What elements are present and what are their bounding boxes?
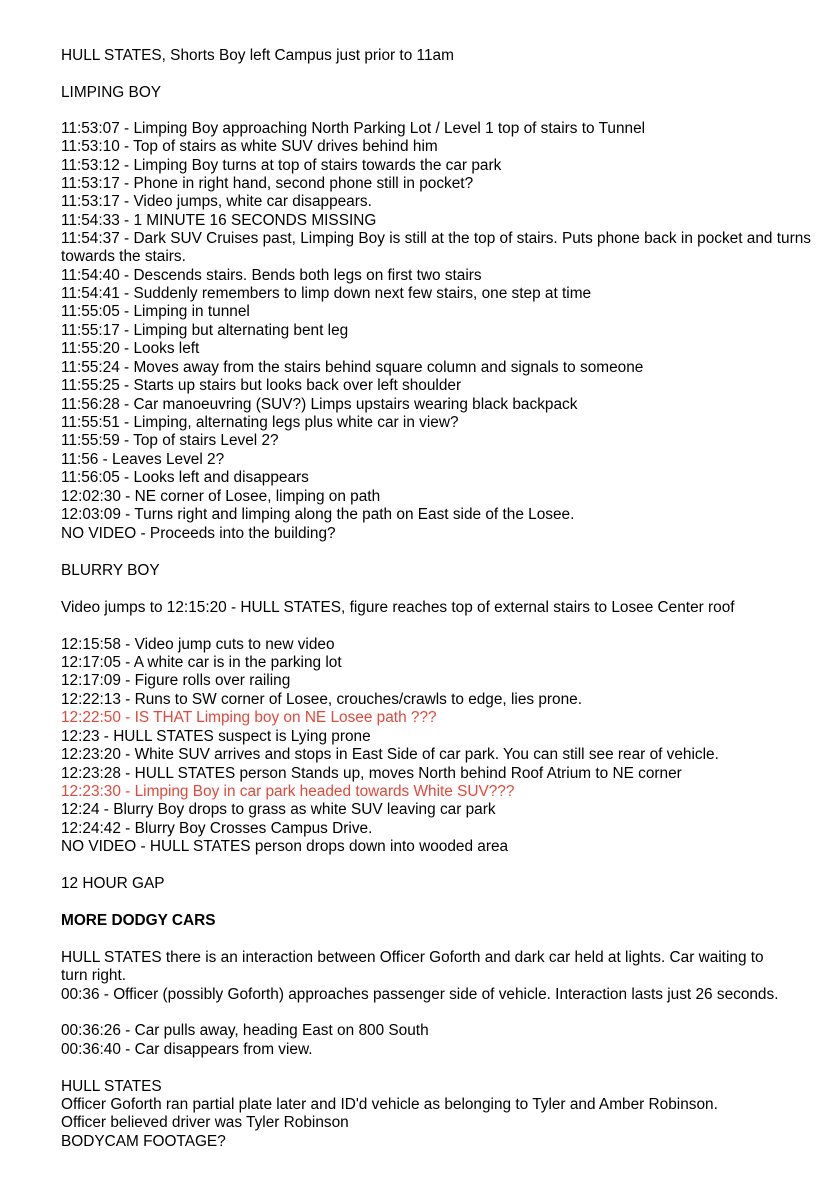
log-line: 12:15:58 - Video jump cuts to new video <box>61 636 335 653</box>
log-line: 12:22:13 - Runs to SW corner of Losee, crouches/crawls to edge, lies prone. <box>61 691 582 708</box>
cars-heading: MORE DODGY CARS <box>61 912 216 929</box>
log-line: 00:36:40 - Car disappears from view. <box>61 1041 313 1058</box>
log-line: 11:56:28 - Car manoeuvring (SUV?) Limps upstairs wearing black backpack <box>61 396 578 413</box>
blurry-heading: BLURRY BOY <box>61 562 160 579</box>
log-line: 12:24:42 - Blurry Boy Crosses Campus Drive. <box>61 820 373 837</box>
log-line: 11:56 - Leaves Level 2? <box>61 451 225 468</box>
log-line: 12:23:20 - White SUV arrives and stops in East Side of car park. You can still see rear of vehicle. <box>61 746 719 763</box>
closing-heading: HULL STATES <box>61 1078 162 1095</box>
log-line: 00:36 - Officer (possibly Goforth) approaches passenger side of vehicle. Interaction lasts just 26 seconds. <box>61 986 779 1003</box>
log-line: 12:23:28 - HULL STATES person Stands up, moves North behind Roof Atrium to NE corner <box>61 765 682 782</box>
log-line: NO VIDEO - Proceeds into the building? <box>61 525 336 542</box>
log-line: 11:55:20 - Looks left <box>61 340 200 357</box>
log-line: 11:55:24 - Moves away from the stairs behind square column and signals to someone <box>61 359 644 376</box>
log-line: NO VIDEO - HULL STATES person drops down into wooded area <box>61 838 509 855</box>
log-line: 11:53:17 - Phone in right hand, second phone still in pocket? <box>61 175 474 192</box>
log-line: HULL STATES there is an interaction between Officer Goforth and dark car held at lights. Car waiting to turn right. <box>61 949 764 985</box>
log-line: 12:17:09 - Figure rolls over railing <box>61 672 291 689</box>
log-line: 11:54:33 - 1 MINUTE 16 SECONDS MISSING <box>61 212 377 229</box>
log-line: 11:56:05 - Looks left and disappears <box>61 469 309 486</box>
log-line: 11:55:51 - Limping, alternating legs plus white car in view? <box>61 414 459 431</box>
log-line: 11:54:37 - Dark SUV Cruises past, Limping Boy is still at the top of stairs. Puts phone back in pocket and turns towards the stairs. <box>61 230 811 266</box>
log-line: 11:55:05 - Limping in tunnel <box>61 303 250 320</box>
log-line: 11:54:40 - Descends stairs. Bends both legs on first two stairs <box>61 267 482 284</box>
log-line-highlighted: 12:22:50 - IS THAT Limping boy on NE Losee path ??? <box>61 709 437 726</box>
intro-line: HULL STATES, Shorts Boy left Campus just prior to 11am <box>61 47 454 64</box>
log-line: 12:17:05 - A white car is in the parking lot <box>61 654 342 671</box>
log-line: 12:02:30 - NE corner of Losee, limping on path <box>61 488 381 505</box>
limping-heading: LIMPING BOY <box>61 84 162 101</box>
log-line: 11:54:41 - Suddenly remembers to limp down next few stairs, one step at time <box>61 285 592 302</box>
log-line: Officer Goforth ran partial plate later and ID'd vehicle as belonging to Tyler and Amber Robinson. Officer believed driver was Tyler Robinson <box>61 1096 718 1132</box>
log-line: 12:24 - Blurry Boy drops to grass as white SUV leaving car park <box>61 801 496 818</box>
log-line: 11:53:17 - Video jumps, white car disappears. <box>61 193 372 210</box>
log-line: 11:55:17 - Limping but alternating bent leg <box>61 322 349 339</box>
log-line: 11:55:59 - Top of stairs Level 2? <box>61 432 279 449</box>
log-line: 12:03:09 - Turns right and limping along the path on East side of the Losee. <box>61 506 575 523</box>
log-line: Video jumps to 12:15:20 - HULL STATES, figure reaches top of external stairs to Losee Center roof <box>61 599 735 616</box>
log-line-highlighted: 12:23:30 - Limping Boy in car park headed towards White SUV??? <box>61 783 515 800</box>
gap-note: 12 HOUR GAP <box>61 875 165 892</box>
log-line: 11:55:25 - Starts up stairs but looks back over left shoulder <box>61 377 462 394</box>
log-line: BODYCAM FOOTAGE? <box>61 1133 226 1150</box>
log-line: 11:53:10 - Top of stairs as white SUV drives behind him <box>61 138 438 155</box>
log-line: 11:53:07 - Limping Boy approaching North Parking Lot / Level 1 top of stairs to Tunnel <box>61 120 646 137</box>
log-line: 11:53:12 - Limping Boy turns at top of stairs towards the car park <box>61 157 502 174</box>
log-line: 12:23 - HULL STATES suspect is Lying prone <box>61 728 371 745</box>
log-line: 00:36:26 - Car pulls away, heading East on 800 South <box>61 1022 429 1039</box>
